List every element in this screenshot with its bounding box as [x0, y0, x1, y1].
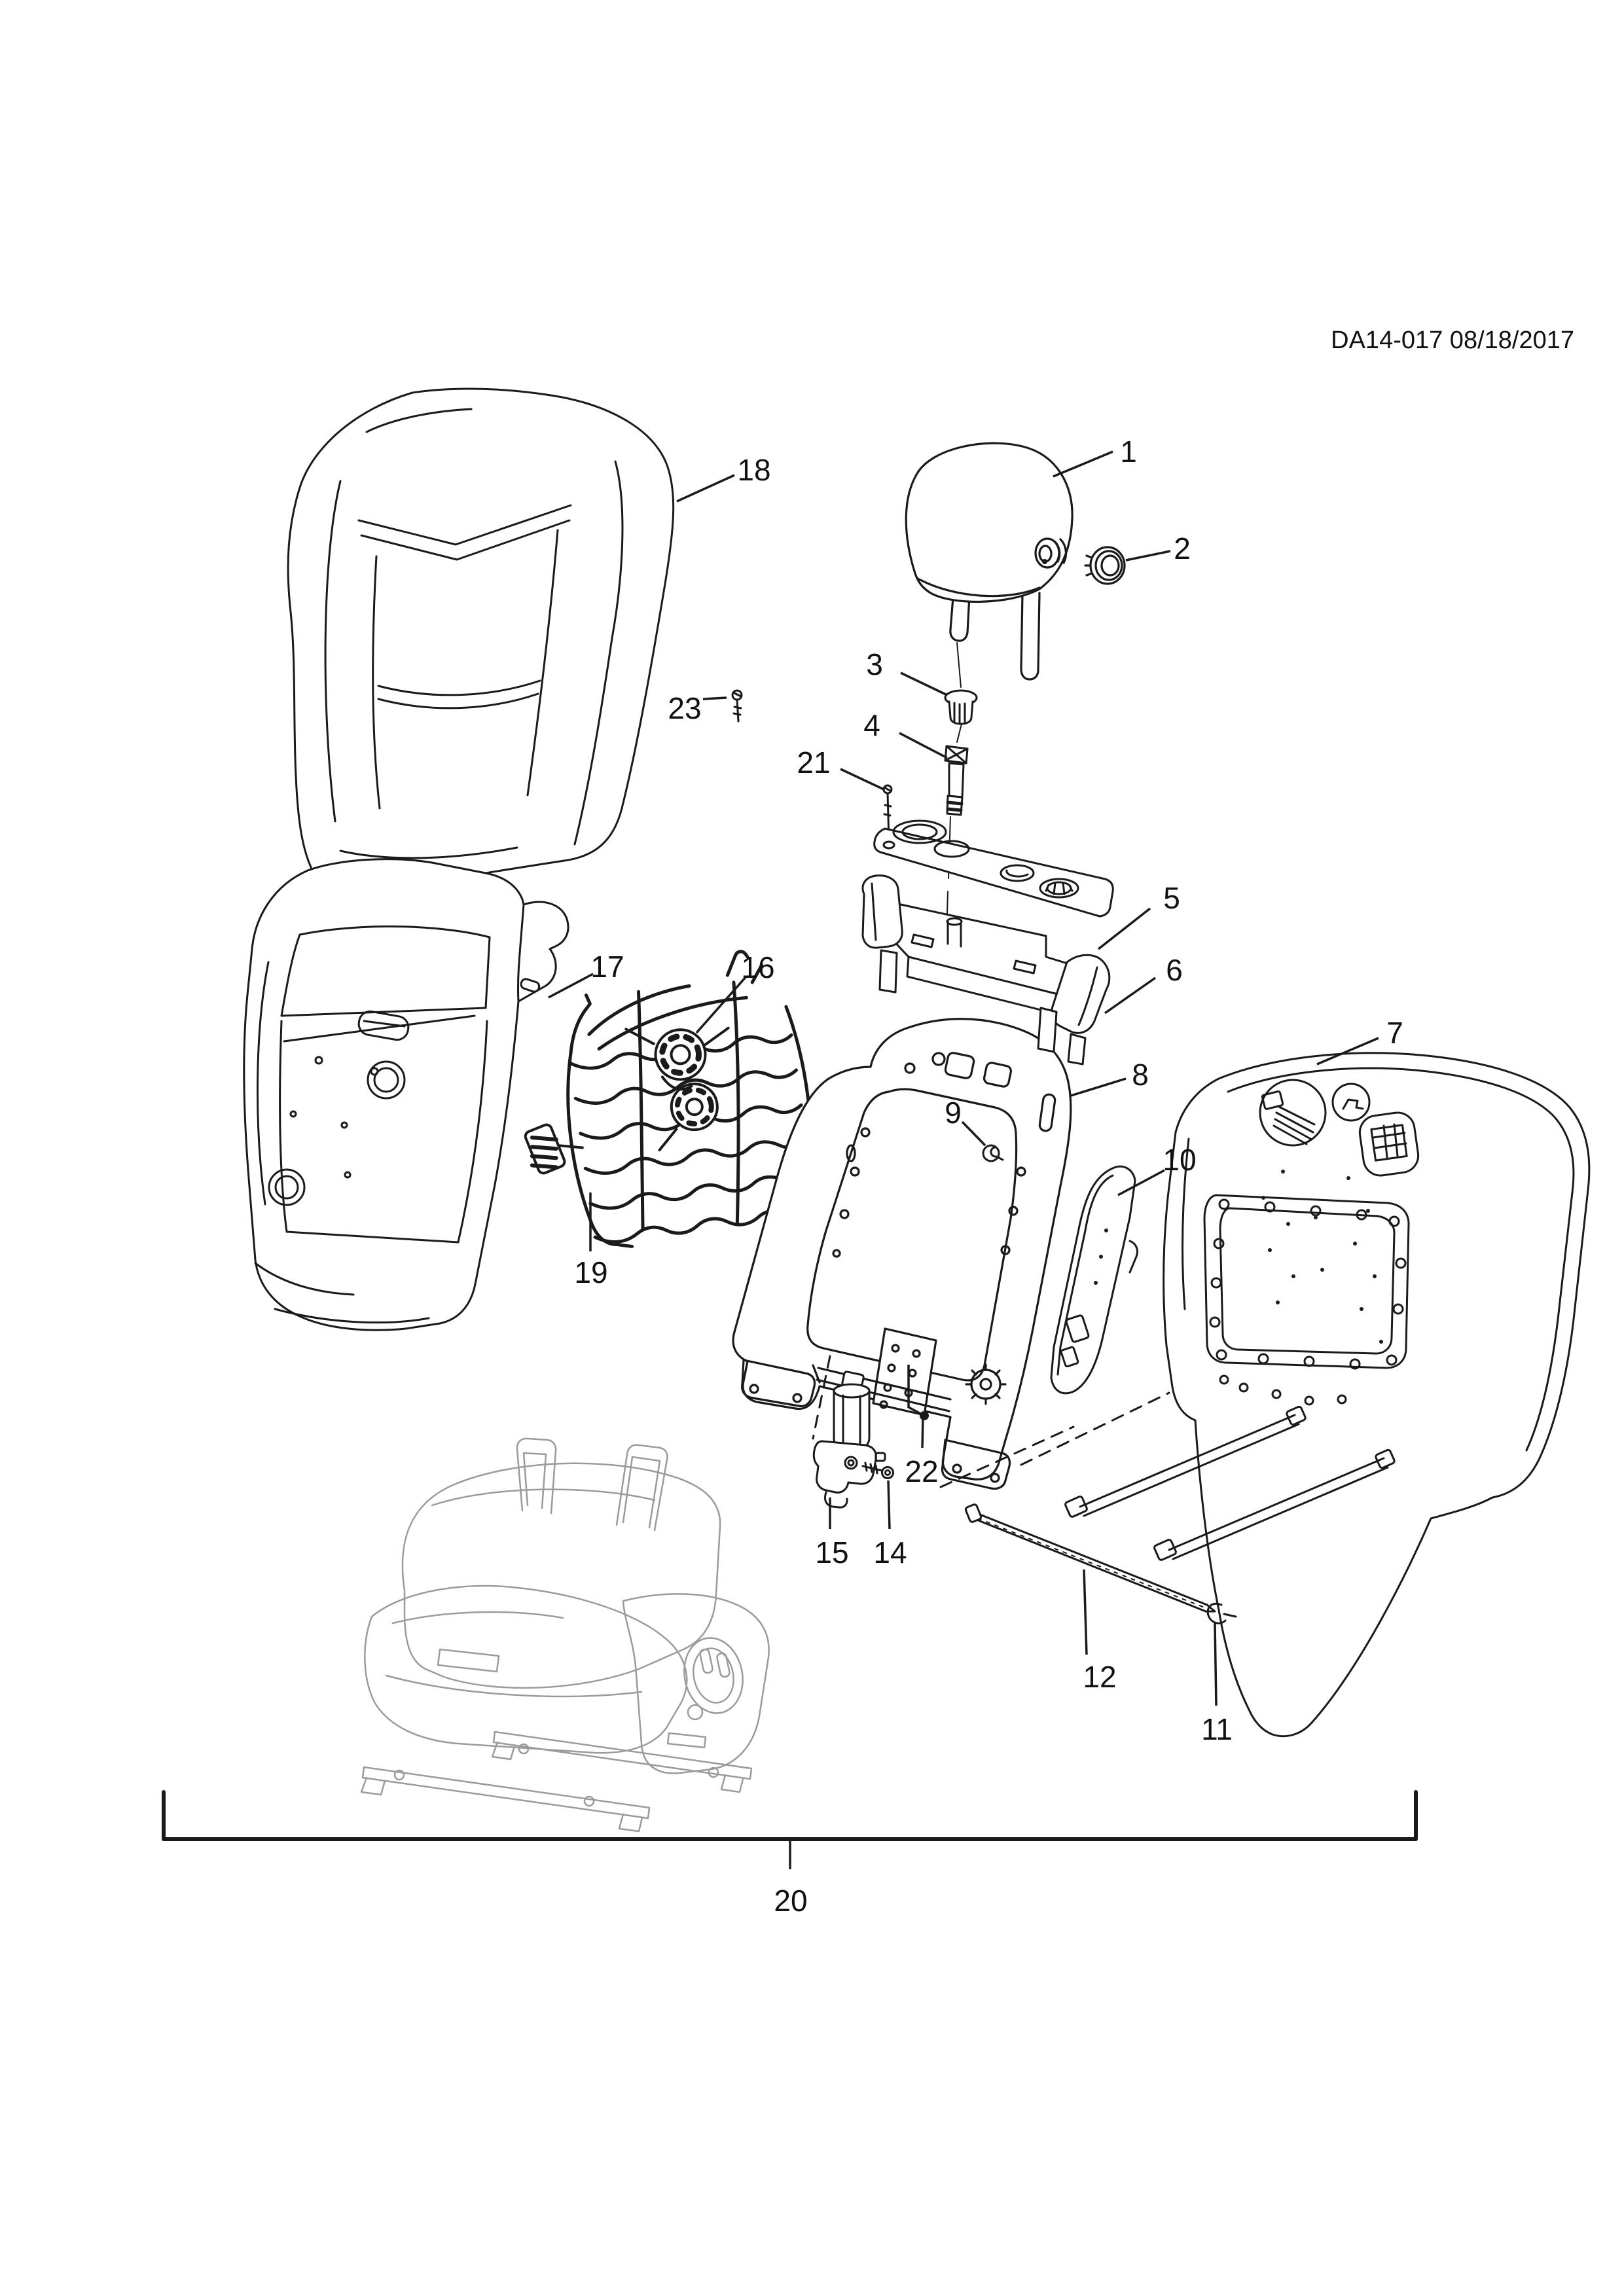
trim-panel-part-10 — [1051, 1166, 1138, 1393]
latch-actuator-part-4 — [945, 746, 967, 815]
callout-leader-1 — [1053, 452, 1113, 476]
seat-base-assembly-ghost — [361, 1439, 769, 1831]
callout-number-2: 2 — [1174, 531, 1191, 565]
callout-leader-18 — [677, 475, 734, 501]
callout-leader-11 — [1215, 1623, 1216, 1706]
callout-number-20: 20 — [774, 1884, 808, 1918]
seatback-cushion-part-18 — [288, 389, 674, 895]
callout-number-16: 16 — [741, 950, 775, 984]
callout-dot-22 — [920, 1411, 929, 1420]
callout-number-10: 10 — [1163, 1143, 1197, 1177]
callout-leader-14 — [888, 1480, 890, 1529]
callout-leader-6 — [1105, 978, 1155, 1013]
callout-number-14: 14 — [873, 1535, 907, 1570]
callout-leader-21 — [840, 769, 884, 789]
callout-number-19: 19 — [574, 1255, 608, 1289]
callout-number-21: 21 — [797, 745, 831, 780]
callout-leader-8 — [1071, 1079, 1126, 1096]
callout-number-7: 7 — [1386, 1016, 1403, 1050]
callout-number-11: 11 — [1201, 1712, 1233, 1746]
callout-number-12: 12 — [1083, 1660, 1117, 1694]
seatback-cover-part-17 — [244, 859, 568, 1331]
callout-leader-23 — [703, 698, 727, 699]
callout-number-15: 15 — [815, 1535, 849, 1570]
headrest-part-1 — [906, 443, 1072, 679]
screw-part-23 — [732, 691, 742, 721]
assembly-bracket-part-20 — [164, 1792, 1416, 1839]
callout-leader-3 — [901, 673, 947, 695]
support-plate-part-5 — [875, 821, 1113, 916]
callout-number-18: 18 — [737, 453, 771, 487]
headrest-bushing-part-2 — [1085, 547, 1125, 584]
seatback-frame-part-8 — [733, 1019, 1071, 1489]
callout-number-23: 23 — [668, 691, 702, 725]
callout-number-4: 4 — [863, 708, 880, 742]
callout-number-9: 9 — [945, 1096, 962, 1130]
guide-sleeve-part-3 — [945, 691, 977, 724]
callout-leader-2 — [1126, 551, 1170, 560]
callout-leader-4 — [899, 733, 947, 758]
callout-number-22: 22 — [905, 1454, 939, 1488]
document-code-date: DA14-017 08/18/2017 — [1331, 327, 1574, 354]
callout-leader-12 — [1084, 1570, 1087, 1655]
callout-number-1: 1 — [1120, 435, 1137, 469]
callout-number-8: 8 — [1132, 1058, 1149, 1092]
callout-number-5: 5 — [1163, 881, 1180, 915]
callout-number-3: 3 — [866, 647, 883, 681]
rear-panel-part-7 — [1164, 1053, 1589, 1736]
callout-number-17: 17 — [590, 950, 624, 984]
callout-number-6: 6 — [1166, 953, 1183, 987]
